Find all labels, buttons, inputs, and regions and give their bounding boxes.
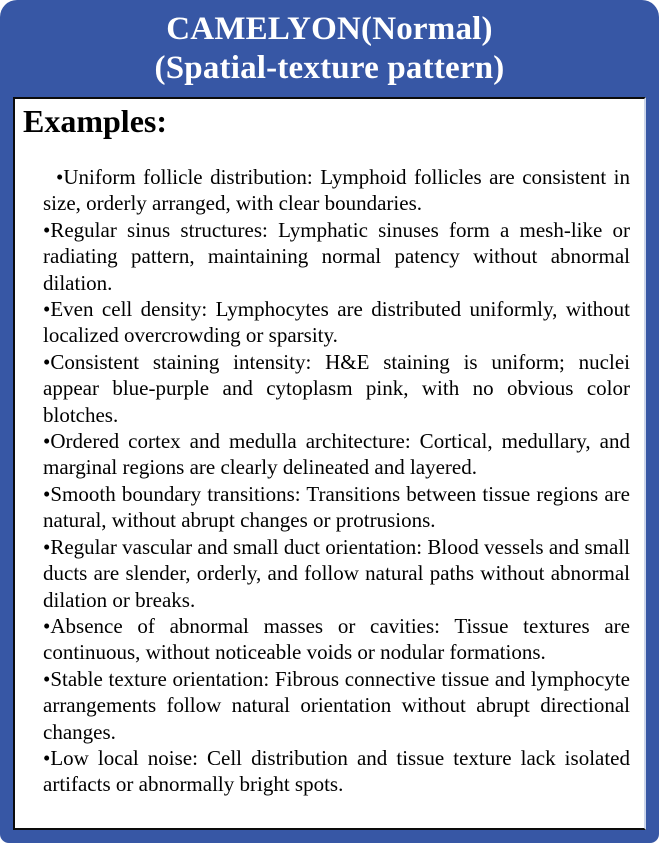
card-title-line-1: CAMELYON(Normal) [166,10,493,47]
bullet-item-regular-vascular-orientation: •Regular vascular and small duct orientation: Blood vessels and small ducts are slender, orderly, and follow natural paths without abnormal dilation or breaks. [43,534,630,612]
bullet-item-consistent-staining-intensity: •Consistent staining intensity: H&E staining is uniform; nuclei appear blue-purple and cytoplasm pink, with no obvious color blotches. [43,349,630,427]
bullet-item-absence-abnormal-masses: •Absence of abnormal masses or cavities: Tissue textures are continuous, without noticeable voids or nodular formations. [43,613,630,665]
examples-heading: Examples: [23,103,167,139]
bullet-item-smooth-boundary-transitions: •Smooth boundary transitions: Transitions between tissue regions are natural, without abrupt changes or protrusions. [43,481,630,533]
bullet-item-ordered-cortex-medulla: •Ordered cortex and medulla architecture: Cortical, medullary, and marginal regions are clearly delineated and layered. [43,429,630,480]
bullet-list [43,164,630,798]
card-title-line-2: (Spatial-texture pattern) [154,49,505,86]
bullet-item-regular-sinus-structures: •Regular sinus structures: Lymphatic sinuses form a mesh-like or radiating pattern, maintaining normal patency without abnormal dilation. [43,217,630,295]
bullet-item-stable-texture-orientation: •Stable texture orientation: Fibrous connective tissue and lymphocyte arrangements follow natural orientation without abrupt directional changes. [43,666,630,744]
bullet-item-low-local-noise: •Low local noise: Cell distribution and tissue texture lack isolated artifacts or abnormally bright spots. [43,745,630,797]
bullet-item-uniform-follicle-distribution: •Uniform follicle distribution: Lymphoid follicles are consistent in size, orderly arranged, with clear boundaries. [43,165,630,216]
card-header [0,0,659,97]
bullet-item-even-cell-density: •Even cell density: Lymphocytes are distributed uniformly, without localized overcrowding or sparsity. [43,297,630,348]
card-body [13,97,646,830]
